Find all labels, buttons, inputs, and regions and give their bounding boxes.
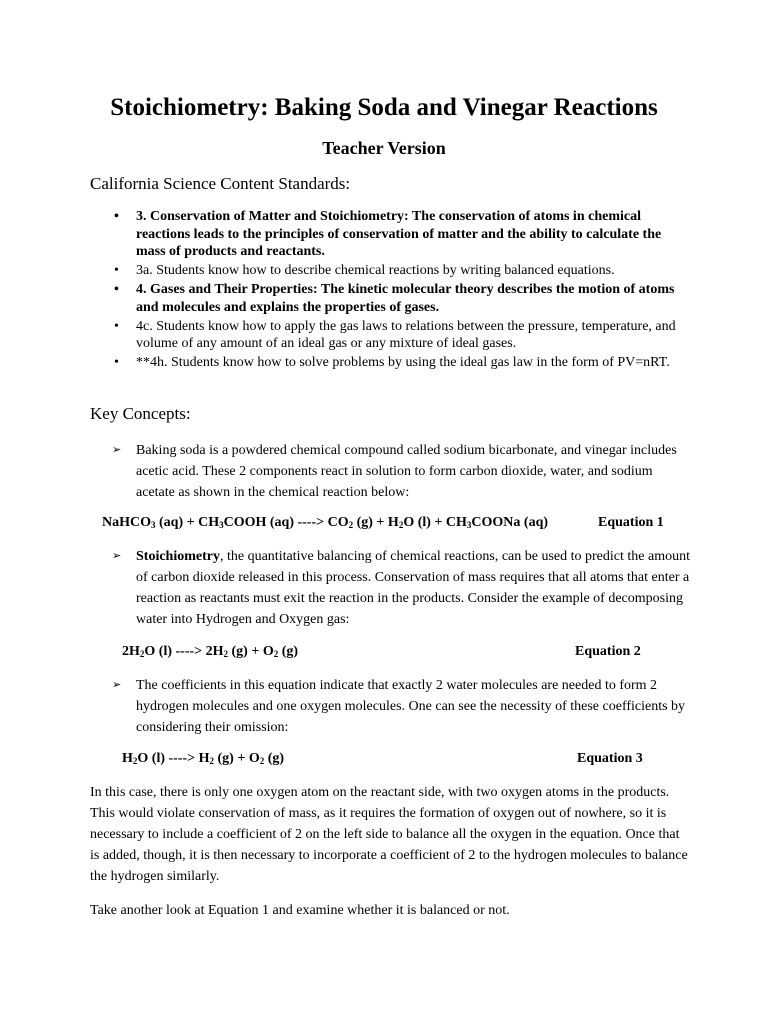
equation-2-label: Equation 2 — [575, 644, 641, 659]
standard-text: **4h. Students know how to solve problems by using the ideal gas law in the form of PV=nRT. — [136, 355, 670, 370]
bullet-icon: • — [114, 282, 119, 297]
standard-text: 4. Gases and Their Properties: The kinetic molecular theory describes the motion of atoms and molecules and explains the properties of gases. — [136, 282, 675, 315]
standards-heading: California Science Content Standards: — [90, 174, 351, 193]
equation-2: $2H_2O$ (l) ----> $2H_2$ $(g) + O_2$ (g) — [122, 644, 299, 659]
standard-text: 3. Conservation of Matter and Stoichiometry: The conservation of atoms in chemical reactions leads to the principles of conservation of matter and the ability to calculate the mass of products and reactants. — [136, 209, 662, 259]
standard-text: 3a. Students know how to describe chemical reactions by writing balanced equations. — [136, 263, 615, 278]
arrow-bullet-icon: ➢ — [112, 444, 122, 456]
equation-1: NaHCO$_3$ $(aq) + CH_3COOH$ (aq) ----> $CO_2$ $(g) + H_2O$ $(l) + CH_3COONa$ (aq) — [102, 515, 549, 530]
key-concepts-heading: Key Concepts: — [90, 404, 191, 423]
list-item — [112, 318, 692, 353]
list-item — [112, 208, 692, 261]
body-paragraph: In this case, there is only one oxygen atom on the reactant side, with two oxygen atoms in the products. This would violate conservation of mass, as it requires the formation of oxygen out of nowhere, so it is necessary to include a coefficient of 2 on the left side to balance all the oxygen in the equation. Once that is added, though, it is then necessary to incorporate a coefficient of 2 to the hydrogen molecules to balance the hydrogen similarly. — [90, 785, 688, 884]
arrow-bullet-icon: ➢ — [112, 550, 122, 562]
body-paragraph: Take another look at Equation 1 and examine whether it is balanced or not. — [90, 903, 510, 918]
bullet-icon: • — [114, 209, 119, 224]
bullet-icon: • — [114, 355, 119, 370]
equation-3-label: Equation 3 — [577, 751, 643, 766]
standard-text: 4c. Students know how to apply the gas laws to relations between the pressure, temperature, and volume of any amount of an ideal gas or any mixture of ideal gases. — [136, 318, 676, 351]
key-concept-text: , the quantitative balancing of chemical reactions, can be used to predict the amount of carbon dioxide released in this process. Conservation of mass requires that all atoms that enter a reaction as reactants must exit the reaction in the products. Consider the example of decomposing water into Hydrogen and Oxygen gas: — [136, 549, 690, 627]
bullet-icon: • — [114, 263, 119, 278]
key-concept-text: The coefficients in this equation indicate that exactly 2 water molecules are needed to form 2 hydrogen molecules and one oxygen molecules. One can see the necessity of these coefficients by considering their omission: — [136, 678, 686, 735]
list-item — [112, 262, 692, 280]
list-item — [112, 281, 692, 316]
key-concept-text: Baking soda is a powdered chemical compound called sodium bicarbonate, and vinegar includes acetic acid. These 2 components react in solution to form carbon dioxide, water, and sodium acetate as shown in the chemical reaction below: — [136, 443, 677, 500]
bullet-icon: • — [114, 318, 119, 334]
arrow-bullet-icon: ➢ — [112, 679, 122, 691]
key-concept-item — [112, 546, 692, 630]
stoichiometry-term: Stoichiometry — [136, 549, 220, 564]
equation-1-label: Equation 1 — [598, 515, 664, 530]
page-title: Stoichiometry: Baking Soda and Vinegar Reactions — [110, 94, 658, 121]
key-concept-item — [112, 675, 692, 738]
key-concept-item — [112, 440, 692, 503]
standards-list — [112, 208, 692, 373]
page-subtitle: Teacher Version — [322, 138, 446, 158]
equation-3: $H_2O$ (l) ----> $H_2$ $(g) + O_2$ (g) — [122, 751, 285, 766]
list-item — [112, 354, 692, 372]
